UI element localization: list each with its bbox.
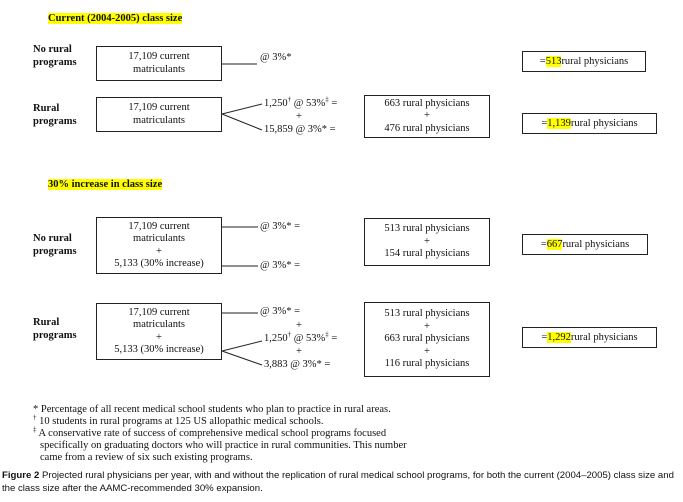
s1-no-rural-label: No rural programs bbox=[33, 44, 77, 68]
footnote-ddagger-line1: ‡ A conservative rate of success of comprehensive medical school programs focused bbox=[33, 425, 387, 439]
s2-rural-result: = 1,292 rural physicians bbox=[522, 327, 657, 348]
s2-no-rural-matriculants-box: 17,109 current matriculants + 5,133 (30% increase) bbox=[96, 217, 222, 274]
s1-no-rural-matriculants-box: 17,109 current matriculants bbox=[96, 46, 222, 81]
footnote-dagger: † 10 students in rural programs at 125 US allopathic medical schools. bbox=[33, 413, 324, 427]
footnote-star: * Percentage of all recent medical school students who plan to practice in rural areas. bbox=[33, 404, 391, 415]
s2-no-rural-rate2: @ 3%* = bbox=[260, 260, 301, 271]
s2-no-rural-result: = 667 rural physicians bbox=[522, 234, 648, 255]
s2-rural-branch: 1,250† @ 53%‡ = bbox=[264, 330, 338, 344]
s2-no-rural-physicians-box: 513 rural physicians + 154 rural physicians bbox=[364, 218, 490, 266]
s1-no-rural-result: = 513 rural physicians bbox=[522, 51, 646, 72]
s1-rural-branch1: 1,250† @ 53%‡ = bbox=[264, 95, 338, 109]
s2-rural-plus2: + bbox=[296, 346, 302, 357]
s2-rural-plus1: + bbox=[296, 320, 302, 331]
s2-rural-rate3: 3,883 @ 3%* = bbox=[264, 359, 331, 370]
s1-rural-physicians-box: 663 rural physicians + 476 rural physicians bbox=[364, 95, 490, 138]
s2-rural-matriculants-box: 17,109 current matriculants + 5,133 (30% increase) bbox=[96, 303, 222, 360]
footnote-ddagger-line3: came from a review of six such existing programs. bbox=[40, 452, 253, 463]
s1-rural-branch2: 15,859 @ 3%* = bbox=[264, 124, 336, 135]
s1-rural-plus: + bbox=[296, 111, 302, 122]
s2-rural-rate1: @ 3%* = bbox=[260, 306, 301, 317]
s1-rural-matriculants-box: 17,109 current matriculants bbox=[96, 97, 222, 132]
s2-rural-label: Rural programs bbox=[33, 317, 77, 341]
s2-no-rural-rate1: @ 3%* = bbox=[260, 221, 301, 232]
figure-label: Figure 2 bbox=[2, 470, 40, 481]
section2-title: 30% increase in class size bbox=[48, 179, 163, 190]
s2-rural-physicians-box: 513 rural physicians + 663 rural physicians + 116 rural physicians bbox=[364, 302, 490, 377]
s1-rural-label: Rural programs bbox=[33, 103, 77, 127]
s2-no-rural-label: No rural programs bbox=[33, 233, 77, 257]
figure-caption-text: Projected rural physicians per year, with and without the replication of rural medical school programs, for both the current (2004–2005) class size and the class size after the AAMC-recommended 30% expansion. bbox=[2, 470, 674, 494]
figure-caption bbox=[2, 469, 680, 495]
section1-title: Current (2004-2005) class size bbox=[48, 13, 183, 24]
footnote-ddagger-line2: specifically on graduating doctors who will practice in rural communities. This number bbox=[40, 440, 407, 451]
s1-no-rural-rate: @ 3%* bbox=[260, 52, 292, 63]
s1-rural-result: = 1,139 rural physicians bbox=[522, 113, 657, 134]
